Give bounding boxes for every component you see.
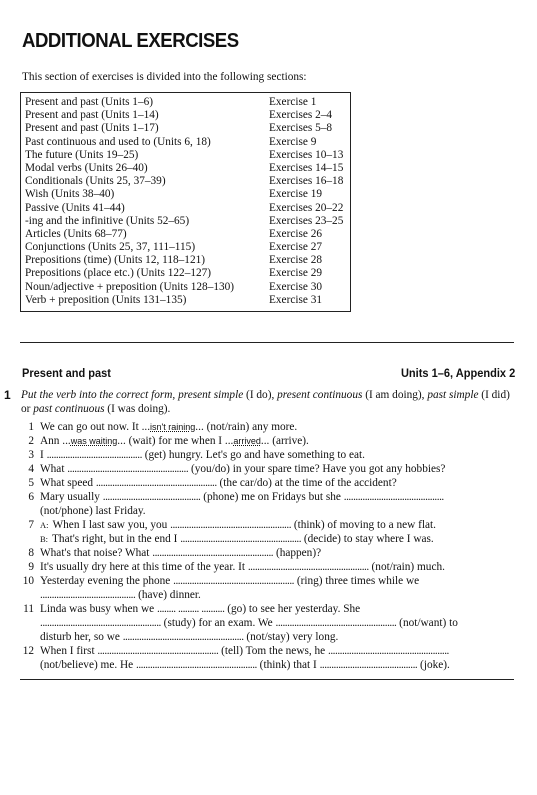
answer-blank[interactable]: .................................................... bbox=[173, 575, 294, 587]
divider-top bbox=[20, 342, 514, 343]
section-row bbox=[25, 96, 350, 109]
section-exercise-label: Exercises 14–15 bbox=[269, 161, 344, 174]
section-exercise-label: Exercise 1 bbox=[269, 96, 317, 108]
question-10: 10 Yesterday evening the phone .................................................... (ring) three times while we ......................................... (have) dinner. bbox=[22, 575, 420, 601]
section-row bbox=[25, 254, 350, 267]
section-row bbox=[25, 122, 350, 135]
section-row bbox=[25, 175, 350, 188]
section-row bbox=[25, 149, 350, 162]
section-row bbox=[25, 215, 350, 228]
section-exercise-label: Exercises 16–18 bbox=[269, 175, 344, 188]
section-exercise-label: Exercises 10–13 bbox=[269, 148, 344, 161]
section-units-label: Present and past (Units 1–14) bbox=[25, 109, 159, 122]
section-units-label: The future (Units 19–25) bbox=[25, 148, 139, 161]
section-units-label: Verb + preposition (Units 131–135) bbox=[25, 293, 187, 306]
section-exercise-label: Exercise 9 bbox=[269, 135, 317, 148]
section-exercise-label: Exercise 29 bbox=[269, 267, 323, 280]
question-9: 9 It's usually dry here at this time of the year. It .................................................... (not/rain) much. bbox=[28, 561, 445, 573]
section-exercise-label: Exercise 28 bbox=[269, 254, 323, 267]
answer-blank[interactable]: .................................................... bbox=[136, 659, 257, 671]
section-exercise-label: Exercise 19 bbox=[269, 188, 323, 201]
section-units-label: Noun/adjective + preposition (Units 128–130) bbox=[25, 280, 235, 293]
divider-bottom bbox=[20, 679, 514, 680]
intro-text: This section of exercises is divided into the following sections: bbox=[22, 71, 307, 83]
answer-blank[interactable]: ......................................... bbox=[40, 589, 136, 601]
section-row bbox=[25, 202, 350, 215]
section-row bbox=[25, 241, 350, 254]
section-exercise-label: Exercises 2–4 bbox=[269, 109, 333, 122]
section-units-label: Passive (Units 41–44) bbox=[25, 201, 125, 214]
section-units-label: Wish (Units 38–40) bbox=[25, 188, 115, 201]
answer-blank[interactable]: ......................................... bbox=[46, 449, 142, 461]
section-exercise-label: Exercise 31 bbox=[269, 293, 323, 306]
section-units-label: Modal verbs (Units 26–40) bbox=[25, 161, 148, 174]
page-title: ADDITIONAL EXERCISES bbox=[22, 30, 239, 52]
answer-example: arrived bbox=[233, 436, 261, 446]
section-row bbox=[25, 188, 350, 201]
section-units-label: Prepositions (time) (Units 12, 118–121) bbox=[25, 254, 206, 267]
answer-blank[interactable]: .................................................... bbox=[152, 547, 274, 559]
section-exercise-label: Exercises 23–25 bbox=[269, 214, 344, 227]
question-5: 5 What speed .................................................... (the car/do) at the time of the accident? bbox=[28, 477, 397, 489]
answer-blank[interactable]: .................................................... bbox=[97, 645, 219, 657]
section-units-label: Present and past (Units 1–6) bbox=[25, 96, 154, 108]
answer-blank[interactable]: .................................................... bbox=[180, 533, 302, 545]
section-exercise-label: Exercise 27 bbox=[269, 241, 323, 254]
section-row bbox=[25, 162, 350, 175]
section-units-label: Present and past (Units 1–17) bbox=[25, 122, 159, 135]
answer-blank[interactable]: ........................................... bbox=[343, 491, 444, 503]
section-units-label: Articles (Units 68–77) bbox=[25, 227, 127, 240]
exercise-instruction: Put the verb into the correct form, present simple (I do), present continuous (I am doing), past simple (I did) or past continuous (I was doing). bbox=[21, 389, 510, 415]
answer-blank[interactable]: .................................................... bbox=[40, 617, 161, 629]
question-12: 12 When I first .................................................... (tell) Tom the news, he .................................................... (not/believe) me. He .................................................... (think) that I .......................................... (joke). bbox=[22, 645, 450, 671]
sections-table bbox=[20, 92, 351, 312]
answer-blank[interactable]: ........ ......... .......... bbox=[157, 603, 225, 615]
section-row bbox=[25, 281, 350, 294]
answer-blank[interactable]: .................................................... bbox=[95, 477, 217, 489]
question-6: 6 Mary usually .......................................... (phone) me on Fridays but she ........................................... (not/phone) last Friday. bbox=[28, 491, 444, 517]
section-row bbox=[25, 109, 350, 122]
section-units-label: Prepositions (place etc.) (Units 122–127) bbox=[25, 267, 212, 280]
section-units-label: -ing and the infinitive (Units 52–65) bbox=[25, 214, 190, 227]
question-8: 8 What's that noise? What .................................................... (happen)? bbox=[28, 547, 322, 559]
section-exercise-label: Exercises 5–8 bbox=[269, 122, 333, 135]
section-row bbox=[25, 136, 350, 149]
answer-blank[interactable]: .................................................... bbox=[328, 645, 449, 657]
question-1: 1 We can go out now. It ...isn't raining... (not/rain) any more. bbox=[28, 421, 298, 433]
section-row bbox=[25, 228, 350, 241]
question-4: 4 What .................................................... (you/do) in your spare time? Have you got any hobbies? bbox=[28, 463, 446, 475]
answer-blank[interactable]: .......................................... bbox=[319, 659, 418, 671]
answer-example: was waiting bbox=[70, 436, 118, 446]
question-7: 7 A: When I last saw you, you .................................................... (think) of moving to a new flat. B: That's right, but in the end I .................................................... (decide) to stay where I was. bbox=[28, 519, 436, 545]
section-title: Present and past bbox=[22, 366, 111, 380]
question-2: 2 Ann ...was waiting... (wait) for me when I ...arrived... (arrive). bbox=[28, 435, 309, 447]
section-units-label: Past continuous and used to (Units 6, 18) bbox=[25, 135, 211, 148]
section-units-label: Conditionals (Units 25, 37–39) bbox=[25, 175, 166, 188]
answer-example: isn't raining bbox=[150, 422, 196, 432]
answer-blank[interactable]: .......................................... bbox=[102, 491, 201, 503]
section-units: Units 1–6, Appendix 2 bbox=[400, 366, 515, 380]
section-exercise-label: Exercises 20–22 bbox=[269, 201, 344, 214]
answer-blank[interactable]: .................................................... bbox=[67, 463, 189, 475]
question-11: 11 Linda was busy when we ........ ......... .......... (go) to see her yesterday. She .................................................... (study) for an exam. We .................................................... (not/want) to disturb her, so we .................................................... (not/stay) very long. bbox=[23, 603, 458, 643]
question-3: 3 I ......................................... (get) hungry. Let's go and have something to eat. bbox=[28, 449, 365, 461]
answer-blank[interactable]: .................................................... bbox=[275, 617, 397, 629]
exercise-number: 1 bbox=[4, 388, 11, 402]
answer-blank[interactable]: .................................................... bbox=[247, 561, 369, 573]
section-row bbox=[25, 267, 350, 280]
section-exercise-label: Exercise 26 bbox=[269, 227, 323, 240]
section-row bbox=[25, 294, 350, 307]
section-exercise-label: Exercise 30 bbox=[269, 280, 323, 293]
answer-blank[interactable]: .................................................... bbox=[122, 631, 244, 643]
section-units-label: Conjunctions (Units 25, 37, 111–115) bbox=[25, 241, 196, 254]
answer-blank[interactable]: .................................................... bbox=[170, 519, 292, 531]
